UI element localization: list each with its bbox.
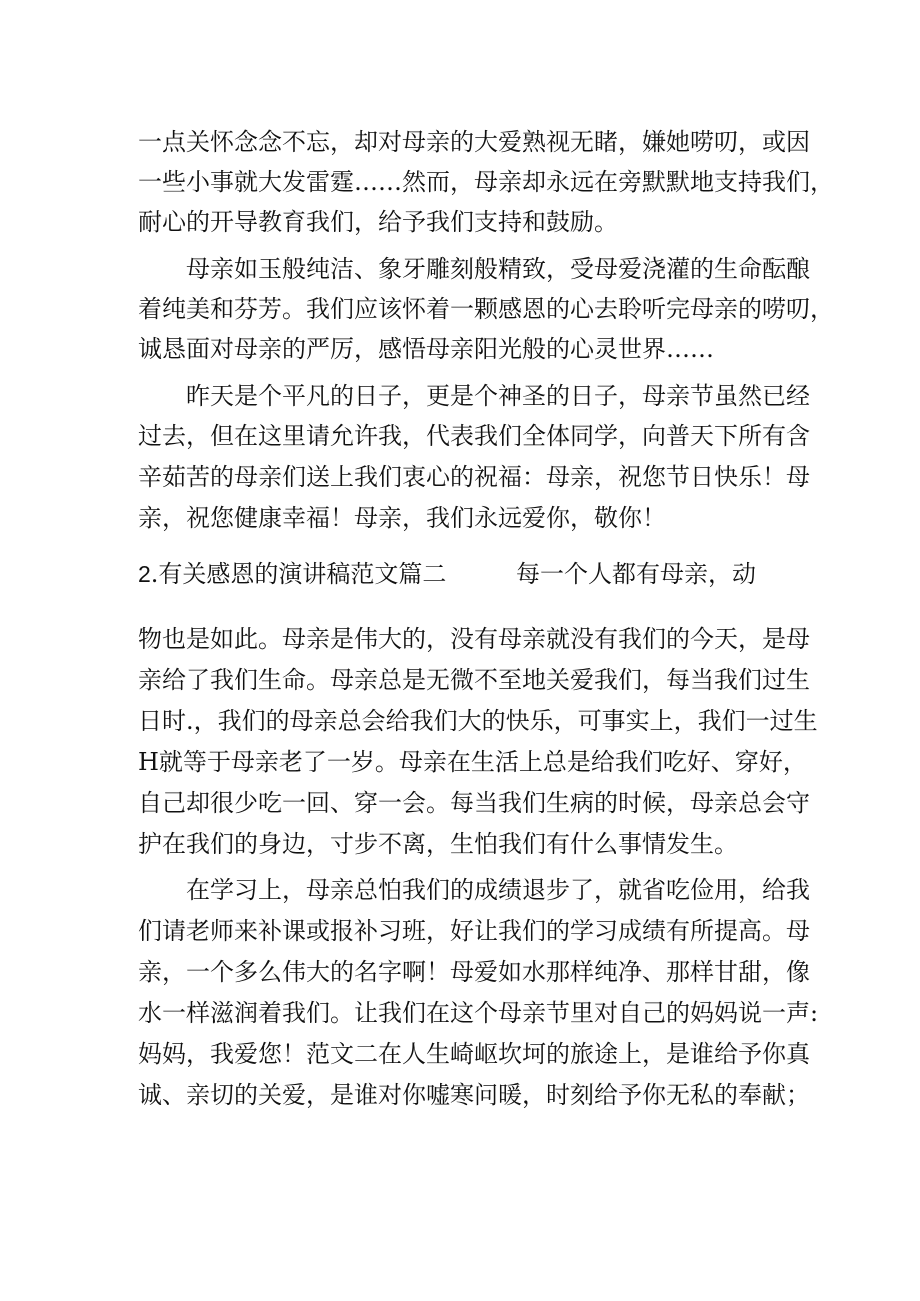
section-title: .有关感恩的演讲稿范文篇二 xyxy=(150,560,447,588)
paragraph-2-line-3: 诚恳面对母亲的严厉，感悟母亲阳光般的心灵世界…… xyxy=(138,335,714,363)
paragraph-4-line-4: H就等于母亲老了一岁。母亲在生活上总是给我们吃好、穿好， xyxy=(138,748,807,776)
paragraph-5-line-3: 亲，一个多么伟大的名字啊！母爱如水那样纯净、那样甘甜，像 xyxy=(138,958,810,986)
section-heading-continuation: 每一个人都有母亲，动 xyxy=(516,560,756,588)
paragraph-4-line-3: 日时.，我们的母亲总会给我们大的快乐，可事实上，我们一过生 xyxy=(138,707,818,735)
paragraph-4-line-1: 物也是如此。母亲是伟大的，没有母亲就没有我们的今天，是母 xyxy=(138,625,810,653)
paragraph-1-line-2: 一些小事就大发雷霆……然而，母亲却永远在旁默默地支持我们， xyxy=(138,168,834,196)
section-number: 2 xyxy=(138,561,151,587)
paragraph-4-line-6: 护在我们的身边，寸步不离，生怕我们有什么事情发生。 xyxy=(138,830,738,858)
paragraph-5-line-1: 在学习上，母亲总怕我们的成绩退步了，就省吃俭用，给我 xyxy=(186,876,810,904)
paragraph-5-line-5: 妈妈，我爱您！范文二在人生崎岖坎坷的旅途上，是谁给予你真 xyxy=(138,1040,810,1068)
section-heading xyxy=(138,562,788,586)
paragraph-3-line-1: 昨天是个平凡的日子，更是个神圣的日子，母亲节虽然已经 xyxy=(186,382,810,410)
paragraph-5-line-2: 们请老师来补课或报补习班，好让我们的学习成绩有所提高。母 xyxy=(138,917,810,945)
paragraph-3-line-4: 亲，祝您健康幸福！母亲，我们永远爱你，敬你！ xyxy=(138,504,666,532)
paragraph-4-line-5: 自己却很少吃一回、穿一会。每当我们生病的时候，母亲总会守 xyxy=(138,789,810,817)
paragraph-5-line-6: 诚、亲切的关爱，是谁对你嘘寒问暖，时刻给予你无私的奉献； xyxy=(138,1081,810,1109)
paragraph-2-line-2: 着纯美和芬芳。我们应该怀着一颗感恩的心去聆听完母亲的唠叨， xyxy=(138,295,834,323)
paragraph-2-line-1: 母亲如玉般纯洁、象牙雕刻般精致，受母爱浇灌的生命酝酿 xyxy=(186,255,810,283)
paragraph-1-line-1: 一点关怀念念不忘，却对母亲的大爱熟视无睹，嫌她唠叨，或因 xyxy=(138,128,810,156)
paragraph-3-line-3: 辛茹苦的母亲们送上我们衷心的祝福：母亲，祝您节日快乐！母 xyxy=(138,463,810,491)
paragraph-1-line-3: 耐心的开导教育我们，给予我们支持和鼓励。 xyxy=(138,208,618,236)
paragraph-4-line-2: 亲给了我们生命。母亲总是无微不至地关爱我们，每当我们过生 xyxy=(138,666,810,694)
paragraph-5-line-4: 水一样滋润着我们。让我们在这个母亲节里对自己的妈妈说一声: xyxy=(138,999,819,1027)
paragraph-3-line-2: 过去，但在这里请允许我，代表我们全体同学，向普天下所有含 xyxy=(138,422,810,450)
